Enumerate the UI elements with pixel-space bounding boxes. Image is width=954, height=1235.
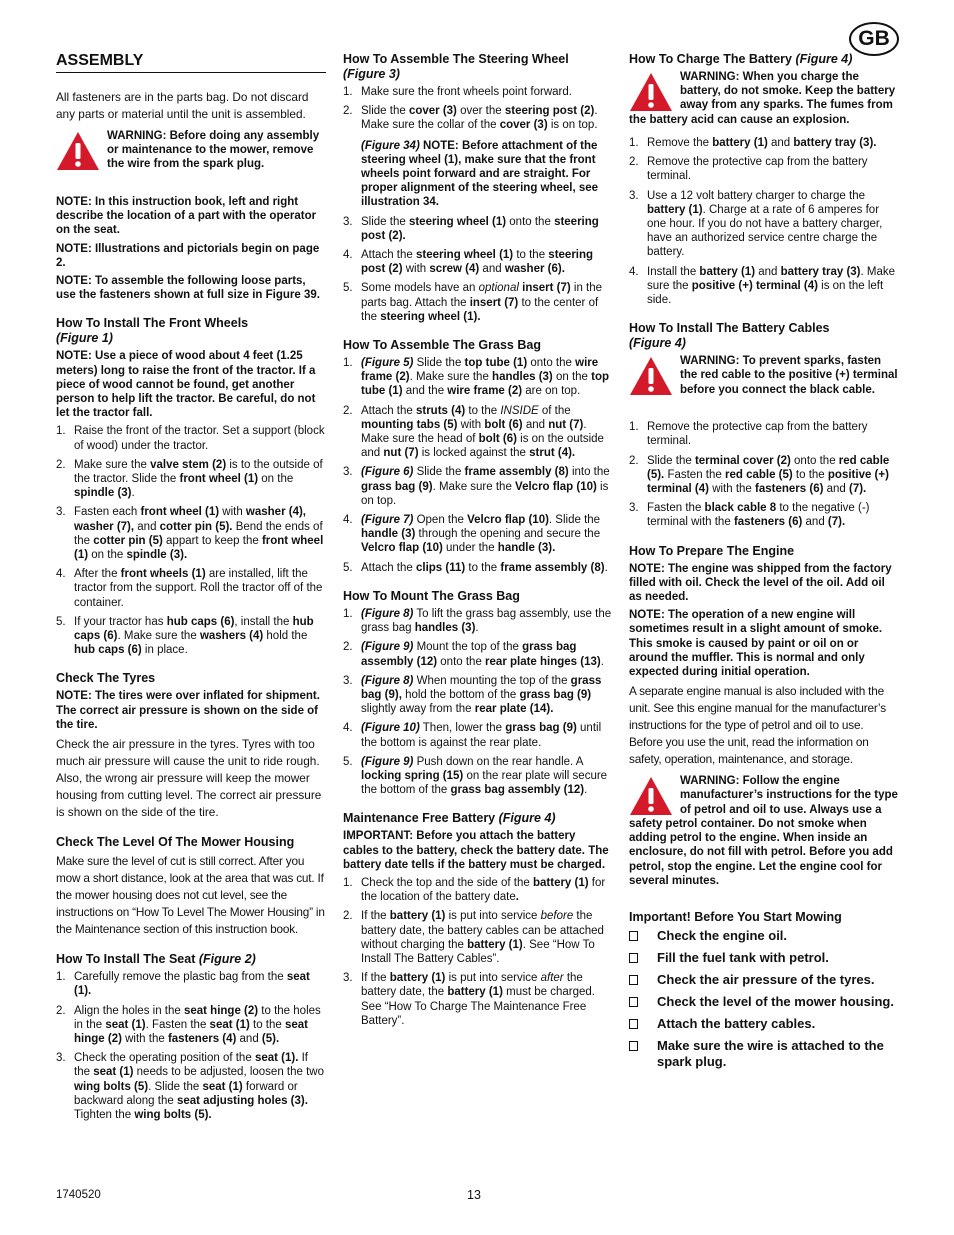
- engine-text: A separate engine manual is also included with the unit. See this engine manual for the manufacturer’s instructions for the type of petrol and oil to use. Before you use the unit, read the information on safety, operation, maintenance, and storage.: [629, 684, 886, 767]
- heading-charge: How To Charge The Battery (Figure 4): [629, 52, 853, 66]
- column-3: [629, 52, 899, 1076]
- list-item: 1. Carefully remove the plastic bag from the seat (1).: [56, 971, 310, 998]
- checkbox-icon: [629, 1019, 638, 1029]
- checkbox-icon: [629, 997, 638, 1007]
- heading-mount: How To Mount The Grass Bag: [343, 588, 520, 603]
- list-item: 1. Make sure the front wheels point forward.: [343, 86, 572, 98]
- heading-battery: Maintenance Free Battery (Figure 4): [343, 811, 556, 826]
- checklist-item: Check the air pressure of the tyres.: [629, 972, 899, 988]
- warning-icon: [629, 356, 673, 396]
- list-item: 1. (Figure 5) Slide the top tube (1) onto the wire frame (2). Make sure the handles (3) on the top tube (1) and the wire frame (2) are on top.: [343, 357, 610, 398]
- list-item: 3. Slide the steering wheel (1) onto the steering post (2).: [343, 215, 599, 242]
- heading-tyres: Check The Tyres: [56, 671, 156, 686]
- note-wood: NOTE: Use a piece of wood about 4 feet (1.25 meters) long to raise the front of the tractor. If a piece of wood cannot be found, get another person to help lift the tractor. Be careful, do not let the tractor fall.: [56, 350, 316, 420]
- warning-text: WARNING: When you charge the battery, do not smoke. Keep the battery away from any sparks. The fumes from the battery acid can cause an explosion.: [629, 71, 896, 126]
- heading-grass-bag: How To Assemble The Grass Bag: [343, 338, 541, 353]
- language-badge: GB: [849, 22, 899, 56]
- warning-spark-plug: [56, 129, 326, 187]
- note-fasteners: NOTE: To assemble the following loose parts, use the fasteners shown at full size in Figure 39.: [56, 275, 320, 302]
- checkbox-icon: [629, 1041, 638, 1051]
- heading-engine: How To Prepare The Engine: [629, 543, 795, 558]
- checkbox-icon: [629, 931, 638, 941]
- list-item: 2. Slide the terminal cover (2) onto the red cable (5). Fasten the red cable (5) to the positive (+) terminal (4) with the fasteners (6) and (7).: [629, 454, 890, 496]
- checklist-item: Make sure the wire is attached to the spark plug.: [629, 1038, 899, 1070]
- battery-steps: [343, 876, 613, 1028]
- warning-icon: [56, 131, 100, 171]
- note-tyres: NOTE: The tires were over inflated for shipment. The correct air pressure is shown on the side of the tire.: [56, 690, 320, 731]
- mowing-checklist: [629, 928, 899, 1070]
- list-item: 1. Check the top and the side of the battery (1) for the location of the battery date.: [343, 876, 606, 904]
- important-battery-date: IMPORTANT: Before you attach the battery cables to the battery, check the battery date. The battery date tells if the battery must be charged.: [343, 830, 609, 871]
- front-wheels-steps: [56, 424, 326, 657]
- list-item: 4. Install the battery (1) and battery tray (3). Make sure the positive (+) terminal (4) is on the left side.: [629, 265, 896, 307]
- heading-cables: How To Install The Battery Cables (Figure 4): [629, 321, 830, 351]
- list-item: 5. Attach the clips (11) to the frame assembly (8).: [343, 561, 608, 574]
- list-item: 2. Remove the protective cap from the battery terminal.: [629, 156, 868, 183]
- warning-petrol: [629, 774, 899, 888]
- steering-steps: [343, 85, 613, 324]
- list-item: 4. (Figure 10) Then, lower the grass bag (9) until the bottom is against the rear plate.: [343, 722, 602, 749]
- mount-steps: [343, 607, 613, 797]
- list-item: 5. If your tractor has hub caps (6), install the hub caps (6). Make sure the washers (4) hold the hub caps (6) in place.: [56, 615, 314, 657]
- note-oil: NOTE: The engine was shipped from the factory filled with oil. Check the level of the oil. Add oil as needed.: [629, 562, 892, 604]
- grass-bag-steps: [343, 356, 613, 575]
- cables-steps: [629, 420, 899, 529]
- list-item: 1. Raise the front of the tractor. Set a support (block of wood) under the tractor.: [56, 425, 325, 452]
- list-item: 2. Align the holes in the seat hinge (2) to the holes in the seat (1). Fasten the seat (1) to the seat hinge (2) with the fasteners (4) and (5).: [56, 1004, 321, 1045]
- checkbox-icon: [629, 975, 638, 985]
- charge-steps: [629, 136, 899, 307]
- intro-text: All fasteners are in the parts bag. Do not discard any parts or material until the unit is assembled.: [56, 90, 309, 121]
- page-number: 13: [467, 1188, 481, 1202]
- warning-text: WARNING: To prevent sparks, fasten the red cable to the positive (+) terminal before you connect the black cable.: [680, 355, 898, 396]
- list-item: 2. Slide the cover (3) over the steering post (2). Make sure the collar of the cover (3) is on top. (Figure 34) NOTE: Before attachment of the steering wheel (1), make sure that the front wheels point forward and are straight. For proper alignment of the steering wheel, see illustration 34.: [343, 105, 599, 209]
- checklist-item: Attach the battery cables.: [629, 1016, 899, 1032]
- note-smoke: NOTE: The operation of a new engine will sometimes result in a slight amount of smoke. This smoke is caused by paint or oil on or around the muffler. This is normal and only expected during initial operation.: [629, 609, 883, 679]
- list-item: 2. Attach the struts (4) to the INSIDE of the mounting tabs (5) with bolt (6) and nut (7). Make sure the head of bolt (6) is on the outside and nut (7) is locked against the strut (4).: [343, 404, 604, 460]
- list-item: 2. Make sure the valve stem (2) is to the outside of the tractor. Slide the front wheel (1) on the spindle (3).: [56, 458, 323, 500]
- list-item: 3. If the battery (1) is put into service after the battery date, the battery (1) must be charged. See “How To Charge The Maintenance Free Battery”.: [343, 972, 595, 1027]
- list-item: 2. (Figure 9) Mount the top of the grass bag assembly (12) onto the rear plate hinges (13).: [343, 641, 604, 668]
- list-item: 3. (Figure 6) Slide the frame assembly (8) into the grass bag (9). Make sure the Velcro flap (10) is on top.: [343, 466, 610, 507]
- list-item: 4. Attach the steering wheel (1) to the steering post (2) with screw (4) and washer (6).: [343, 249, 594, 276]
- warning-icon: [629, 72, 673, 112]
- list-item: 5. (Figure 9) Push down on the rear handle. A locking spring (15) on the rear plate will secure the bottom of the grass bag assembly (12).: [343, 755, 608, 797]
- note-left-right: NOTE: In this instruction book, left and right describe the location of a part with the operator on the seat.: [56, 196, 317, 237]
- level-text: Make sure the level of cut is still correct. After you mow a short distance, look at the area that was cut. If the mower housing does not cut level, see the instructions on “How To Level The Mower Housing” in the Maintenance section of this instruction book.: [56, 854, 325, 937]
- heading-steering: How To Assemble The Steering Wheel (Figure 3): [343, 52, 569, 81]
- heading-front-wheels: How To Install The Front Wheels (Figure 1): [56, 316, 249, 346]
- list-item: 3. Check the operating position of the seat (1). If the seat (1) needs to be adjusted, loosen the two wing bolts (5). Slide the seat (1) forward or backward along the seat adjusting holes (3). Tighten the wing bolts (5).: [56, 1052, 324, 1121]
- warning-text: WARNING: Follow the engine manufacturer’s instructions for the type of petrol and oil to use. Always use a safety petrol container. Do not smoke when adding petrol to the engine. When inside an enclosure, do not fill with petrol. Before you add petrol, stop the engine. Let the engine cool for several minutes.: [629, 775, 898, 887]
- list-item: 4. After the front wheels (1) are installed, lift the tractor from the support. Roll the tractor off of the container.: [56, 568, 323, 609]
- heading-mowing: Important! Before You Start Mowing: [629, 909, 842, 924]
- checklist-item: Fill the fuel tank with petrol.: [629, 950, 899, 966]
- list-item: 3. (Figure 8) When mounting the top of the grass bag (9), hold the bottom of the grass bag (9) slightly away from the rear plate (14).: [343, 674, 602, 716]
- heading-level: Check The Level Of The Mower Housing: [56, 835, 295, 850]
- list-item: 1. (Figure 8) To lift the grass bag assembly, use the grass bag handles (3).: [343, 607, 612, 635]
- section-title: ASSEMBLY: [56, 52, 326, 73]
- list-item: 3. Fasten the black cable 8 to the negative (-) terminal with the fasteners (6) and (7).: [629, 502, 870, 529]
- list-item: 1. Remove the battery (1) and battery tray (3).: [629, 137, 877, 149]
- document-number: 1740520: [56, 1189, 101, 1201]
- column-1: [56, 52, 326, 1127]
- list-item: 4. (Figure 7) Open the Velcro flap (10). Slide the handle (3) through the opening and secure the Velcro flap (10) under the handle (3).: [343, 514, 601, 555]
- tyres-text: Check the air pressure in the tyres. Tyres with too much air pressure will cause the unit to ride rough. Also, the wrong air pressure will keep the mower housing from cutting level. The correct air pressure is shown on the side of the tire.: [56, 737, 322, 820]
- checklist-item: Check the engine oil.: [629, 928, 899, 944]
- list-item: 3. Use a 12 volt battery charger to charge the battery (1). Charge at a rate of 6 amperes for one hour. If you do not have a battery charger, have an authorized service centre charge the battery.: [629, 189, 883, 259]
- list-item: 3. Fasten each front wheel (1) with washer (4), washer (7), and cotter pin (5). Bend the ends of the cotter pin (5) appart to keep the front wheel (1) on the spindle (3).: [56, 506, 324, 562]
- warning-icon: [629, 776, 673, 816]
- checklist-item: Check the level of the mower housing.: [629, 994, 899, 1010]
- list-item: 2. If the battery (1) is put into service before the battery date, the battery cables can be attached without charging the battery (1). See “How To Install The Battery Cables”.: [343, 910, 604, 965]
- seat-steps: [56, 970, 326, 1122]
- heading-seat: How To Install The Seat (Figure 2): [56, 952, 256, 967]
- warning-text: WARNING: Before doing any assembly or maintenance to the mower, remove the wire from the spark plug.: [107, 130, 320, 171]
- list-item: 5. Some models have an optional insert (7) in the parts bag. Attach the insert (7) to the center of the steering wheel (1).: [343, 282, 603, 323]
- warning-cables: [629, 354, 899, 412]
- column-2: [343, 52, 613, 1033]
- list-item: 1. Remove the protective cap from the battery terminal.: [629, 421, 868, 448]
- checkbox-icon: [629, 953, 638, 963]
- warning-charge: [629, 70, 899, 128]
- note-illustrations: NOTE: Illustrations and pictorials begin on page 2.: [56, 242, 320, 269]
